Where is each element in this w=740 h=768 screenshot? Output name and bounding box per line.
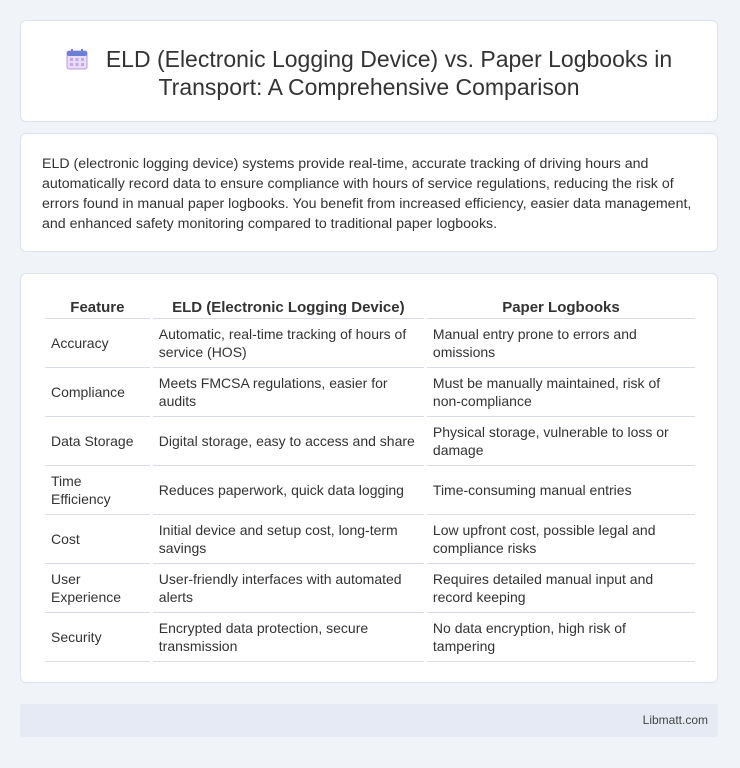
table-row	[45, 368, 695, 417]
title-card	[20, 20, 718, 122]
feature-cell: Security	[45, 613, 150, 662]
feature-cell: Time Efficiency	[45, 466, 150, 515]
footer-site-link[interactable]: Libmatt.com	[642, 713, 708, 727]
table-row	[45, 417, 695, 466]
comparison-table	[42, 296, 698, 662]
paper-cell: Time-consuming manual entries	[427, 466, 695, 515]
eld-cell: Initial device and setup cost, long-term savings	[153, 515, 424, 564]
page-title	[21, 45, 717, 101]
eld-cell: Meets FMCSA regulations, easier for audits	[153, 368, 424, 417]
table-row	[45, 515, 695, 564]
table-row	[45, 466, 695, 515]
paper-cell: Must be manually maintained, risk of non-compliance	[427, 368, 695, 417]
intro-card	[20, 133, 718, 252]
intro-paragraph: ELD (electronic logging device) systems provide real-time, accurate tracking of driving hours and automatically record data to ensure compliance with hours of service regulations, reducing the risk of errors found in manual paper logbooks. You benefit from increased efficiency, easier data management, and enhanced safety monitoring compared to traditional paper logbooks.	[42, 156, 692, 232]
eld-cell: Reduces paperwork, quick data logging	[153, 466, 424, 515]
eld-cell: Automatic, real-time tracking of hours of service (HOS)	[153, 319, 424, 368]
header-eld: ELD (Electronic Logging Device)	[153, 296, 424, 319]
header-paper: Paper Logbooks	[427, 296, 695, 319]
feature-cell: Data Storage	[45, 417, 150, 466]
title-line-2: Transport: A Comprehensive Comparison	[158, 74, 580, 100]
eld-cell: Encrypted data protection, secure transmission	[153, 613, 424, 662]
table-row	[45, 564, 695, 613]
table-row	[45, 613, 695, 662]
comparison-table-card	[20, 273, 718, 683]
header-feature: Feature	[45, 296, 150, 319]
eld-cell: User-friendly interfaces with automated alerts	[153, 564, 424, 613]
table-header-row	[45, 296, 695, 319]
eld-cell: Digital storage, easy to access and share	[153, 417, 424, 466]
paper-cell: Requires detailed manual input and record keeping	[427, 564, 695, 613]
title-line-1: ELD (Electronic Logging Device) vs. Paper Logbooks in	[105, 46, 673, 72]
paper-cell: No data encryption, high risk of tampering	[427, 613, 695, 662]
paper-cell: Manual entry prone to errors and omissions	[427, 319, 695, 368]
paper-cell: Physical storage, vulnerable to loss or damage	[427, 417, 695, 466]
footer-bar	[20, 704, 718, 737]
feature-cell: Cost	[45, 515, 150, 564]
paper-cell: Low upfront cost, possible legal and compliance risks	[427, 515, 695, 564]
feature-cell: User Experience	[45, 564, 150, 613]
calendar-icon	[66, 48, 88, 70]
feature-cell: Accuracy	[45, 319, 150, 368]
table-row	[45, 319, 695, 368]
feature-cell: Compliance	[45, 368, 150, 417]
